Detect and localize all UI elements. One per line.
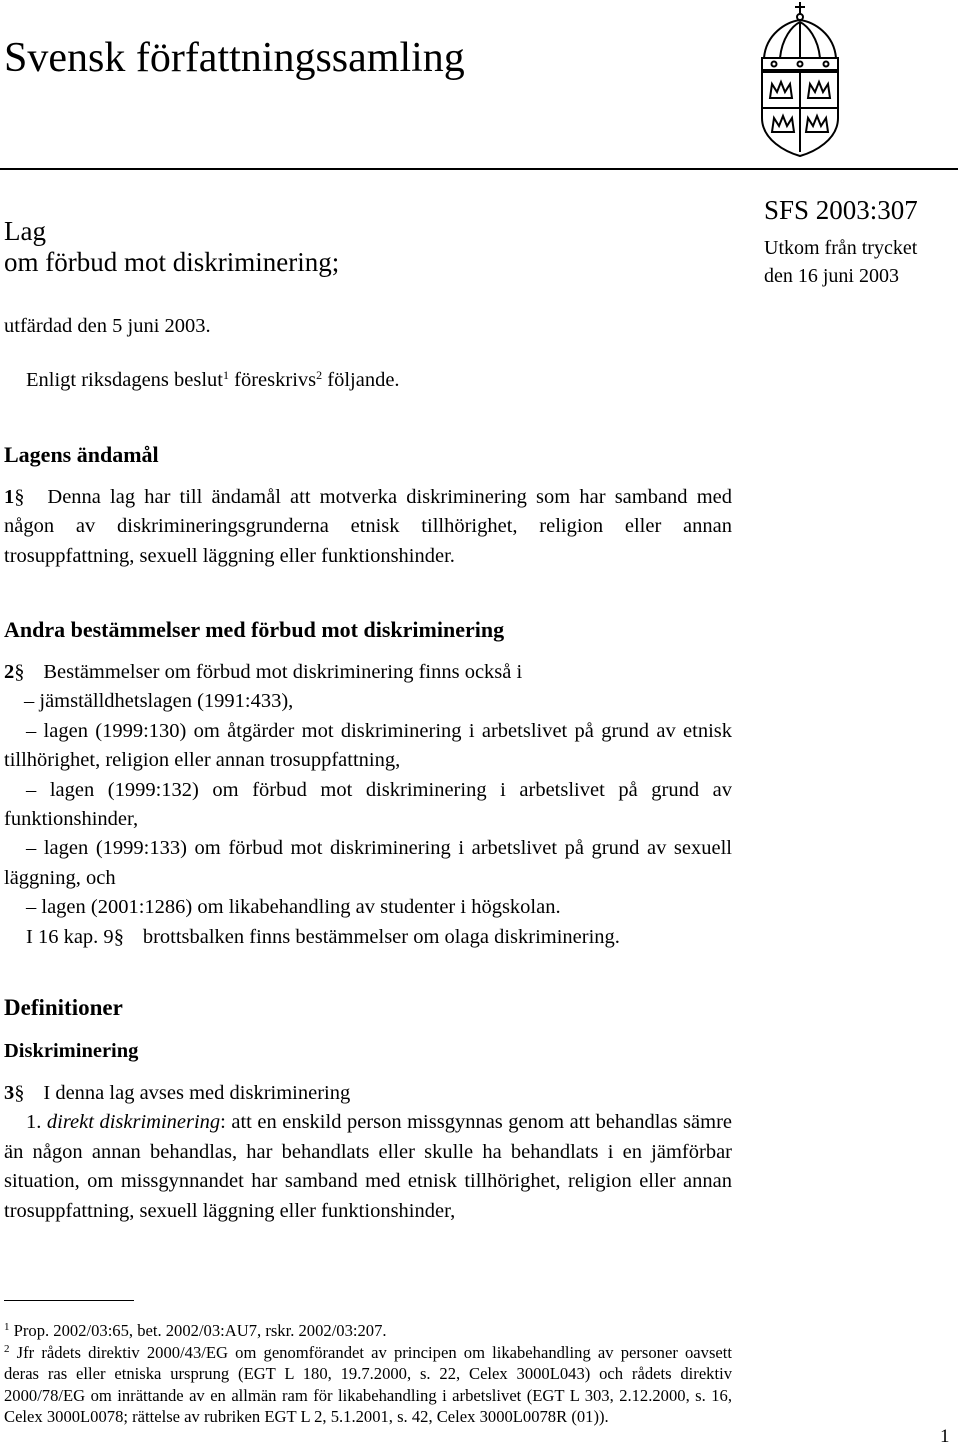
section-1-text: Denna lag har till ändamål att motverka diskriminering som har samband med någon av diskrimineringsgrunderna etnisk tillhörighet, religion eller annan trosuppfattning, sexuell läggning eller funktionshinder.	[4, 486, 732, 567]
print-date	[764, 234, 917, 290]
section-3-number: 3	[4, 1082, 15, 1104]
footnote-rule	[4, 1300, 134, 1301]
header-rule	[0, 168, 958, 170]
footnote-ref-1: 1	[223, 368, 230, 382]
list-item: – lagen (1999:130) om åtgärder mot diskriminering i arbetslivet på grund av etnisk tillhörighet, religion eller annan trosuppfattning,	[4, 719, 732, 772]
enacting-mid: föreskrivs	[229, 369, 317, 391]
footnote-number: 2	[4, 1342, 10, 1355]
enacting-pre: Enligt riksdagens beslut	[26, 369, 224, 391]
section-2-intro	[4, 658, 732, 687]
enacting-post: följande.	[322, 369, 400, 391]
list-item: – lagen (1999:132) om förbud mot diskriminering i arbetslivet på grund av funktionshinder,	[4, 778, 732, 831]
definition-term: direkt diskriminering	[46, 1111, 221, 1134]
section-1-number: 1	[4, 486, 15, 508]
footnote	[4, 1342, 732, 1428]
enacting-clause	[26, 366, 400, 395]
section-sign-icon: §	[113, 925, 124, 948]
discrimination-subheading: Diskriminering	[4, 1040, 139, 1062]
section-2-number: 2	[4, 661, 15, 683]
section-sign-icon: §	[14, 486, 25, 508]
footnote-number: 1	[4, 1321, 10, 1333]
definition-text: : att en enskild person missgynnas genom att behandlas sämre än någon annan behandlas, har behandlats eller skulle ha behandlats i en jämförbar situation, om missgynnandet har samband med etnisk tillhörighet, religion eller annan trosuppfattning, sexuell läggning eller funktionshinder,	[4, 1111, 733, 1222]
section-3-intro	[4, 1079, 732, 1108]
list-item: – lagen (1999:133) om förbud mot diskriminering i arbetslivet på grund av sexuell läggning, och	[4, 837, 732, 889]
print-line-2: den 16 juni 2003	[764, 265, 899, 287]
list-item: – lagen (2001:1286) om likabehandling av studenter i högskolan.	[26, 896, 561, 919]
footnote-text: Jfr rådets direktiv 2000/43/EG om genomförandet av principen om likabehandling av personer oavsett deras ras eller etniska ursprung (EGT L 180, 19.7.2000, s. 22, Celex 3000L043) och rådets direktiv 2000/78/EG om inrättande av en allmän ram för likabehandling i arbetslivet (EGT L 303, 2.12.2000, s. 16, Celex 3000L0078; rättelse av rubriken EGT L 2, 5.1.2001, s. 42, Celex 3000L0078R (01)).	[4, 1342, 733, 1427]
coat-of-arms-icon	[752, 0, 848, 158]
section-2-closing-pre: I 16 kap. 9	[26, 925, 114, 948]
section-3-intro-text: I denna lag avses med diskriminering	[43, 1082, 351, 1104]
series-title: Svensk författningssamling	[4, 35, 465, 81]
definition-number: 1.	[26, 1111, 42, 1134]
page-number: 1	[940, 1426, 950, 1447]
section-sign-icon: §	[14, 661, 25, 683]
issued-date: utfärdad den 5 juni 2003.	[4, 315, 211, 337]
section-2-closing	[4, 923, 732, 952]
footnote-text: Prop. 2002/03:65, bet. 2002/03:AU7, rskr. 2002/03:207.	[13, 1321, 387, 1340]
section-2-intro-text: Bestämmelser om förbud mot diskriminering finns också i	[43, 661, 523, 683]
footnote-ref-2: 2	[316, 368, 323, 382]
section-2	[4, 658, 732, 952]
section-2-closing-post: brottsbalken finns bestämmelser om olaga diskriminering.	[142, 925, 620, 948]
other-provisions-heading: Andra bestämmelser med förbud mot diskriminering	[4, 617, 505, 642]
law-title-line-1: Lag	[4, 216, 46, 246]
list-item: – jämställdhetslagen (1991:433),	[24, 690, 294, 713]
definitions-heading: Definitioner	[4, 995, 123, 1020]
sfs-number: SFS 2003:307	[764, 195, 918, 225]
law-title-line-2: om förbud mot diskriminering;	[4, 247, 340, 277]
definition-item	[4, 1108, 732, 1226]
section-1	[4, 483, 732, 571]
purpose-heading: Lagens ändamål	[4, 442, 159, 467]
print-line-1: Utkom från trycket	[764, 237, 918, 259]
section-sign-icon: §	[14, 1082, 25, 1104]
footnotes	[4, 1320, 732, 1428]
law-title	[4, 216, 339, 278]
footnote	[4, 1320, 732, 1342]
section-3	[4, 1079, 732, 1226]
